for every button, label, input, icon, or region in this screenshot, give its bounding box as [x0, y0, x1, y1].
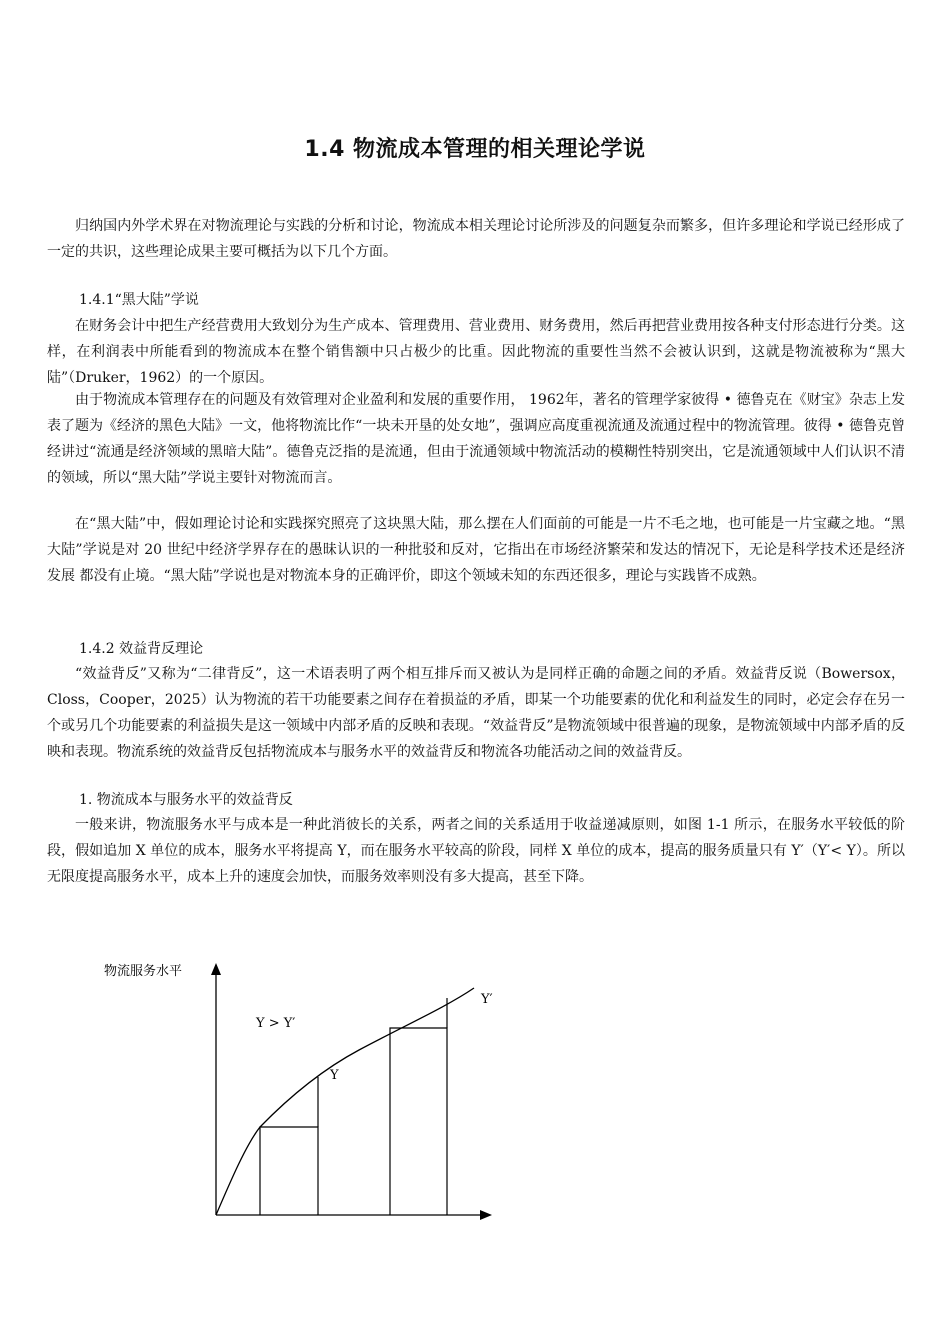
list-item-heading: 1. 物流成本与服务水平的效益背反: [79, 792, 293, 808]
paragraph: 在财务会计中把生产经营费用大致划分为生产成本、管理费用、营业费用、财务费用，然后再把营业费用按各种支付形态进行分类。这样，在利润表中所能看到的物流成本在整个销售额中只占极少的比重。因此物流的重要性当然不会被认识到，这就是物流被称为“黑大陆”（Druker，1962）的一个原因。: [47, 318, 905, 386]
annotation-y-prime: Y′: [481, 992, 493, 1007]
step-low-cost: [260, 1127, 318, 1215]
cost-service-curve: [216, 988, 474, 1215]
y-axis-arrow: [211, 963, 221, 975]
paragraph: “效益背反”又称为“二律背反”，这一术语表明了两个相互排斥而又被认为是同样正确的命题之间的矛盾。效益背反说（Bowersox，Closs，Cooper，2025）认为物流的若干功能要素之间存在着损益的矛盾，即某一个功能要素的优化和利益发生的同时，必定会存在另一个或另几个功能要素的利益损失是这一领域中内部矛盾的反映和表现。“效益背反”是物流领域中很普遍的现象，是物流领域中内部矛盾的反映和表现。物流系统的效益背反包括物流成本与服务水平的效益背反和物流各功能活动之间的效益背反。: [47, 666, 905, 760]
step-high-cost: [390, 1028, 447, 1215]
annotation-y-gt-yprime: Y > Y′: [256, 1016, 296, 1031]
annotation-y: Y: [330, 1068, 339, 1083]
section-heading-black-continent: 1.4.1“黑大陆”学说: [79, 292, 199, 308]
x-axis-arrow: [480, 1210, 492, 1220]
intro-paragraph: 归纳国内外学术界在对物流理论与实践的分析和讨论，物流成本相关理论讨论所涉及的问题复杂而繁多，但许多理论和学说已经形成了一定的共识，这些理论成果主要可概括为以下几个方面。: [47, 218, 905, 260]
paragraph: 一般来讲，物流服务水平与成本是一种此消彼长的关系，两者之间的关系适用于收益递减原则，如图 1-1 所示，在服务水平较低的阶段，假如追加 X 单位的成本，服务水平将提高 Y，而在服务水平较高的阶段，同样 X 单位的成本，提高的服务质量只有 Y′（Y′< Y）。所以无限度提高服务水平，成本上升的速度会加快，而服务效率则没有多大提高，甚至下降。: [47, 817, 905, 885]
paragraph: 由于物流成本管理存在的问题及有效管理对企业盈利和发展的重要作用， 1962年，著名的管理学家彼得 • 德鲁克在《财宝》杂志上发表了题为《经济的黑色大陆》一文，他将物流比作“一块未开垦的处女地”，强调应高度重视流通及流通过程中的物流管理。彼得 • 德鲁克曾经讲过“流通是经济领域的黑暗大陆”。德鲁克泛指的是流通，但由于流通领域中物流活动的模糊性特别突出，它是流通领域中人们认识不清的领域，所以“黑大陆”学说主要针对物流而言。: [47, 392, 905, 486]
page-title: 1.4 物流成本管理的相关理论学说: [304, 137, 646, 162]
diminishing-returns-chart: [96, 955, 516, 1235]
section-heading-trade-off: 1.4.2 效益背反理论: [79, 641, 204, 657]
y-axis-label: 物流服务水平: [104, 964, 183, 979]
paragraph: 在“黑大陆”中，假如理论讨论和实践探究照亮了这块黑大陆，那么摆在人们面前的可能是一片不毛之地，也可能是一片宝藏之地。“黑大陆”学说是对 20 世纪中经济学界存在的愚昧认识的一种批驳和反对，它指出在市场经济繁荣和发达的情况下，无论是科学技术还是经济发展 都没有止境。“黑大陆”学说也是对物流本身的正确评价，即这个领域未知的东西还很多，理论与实践皆不成熟。: [47, 516, 905, 584]
